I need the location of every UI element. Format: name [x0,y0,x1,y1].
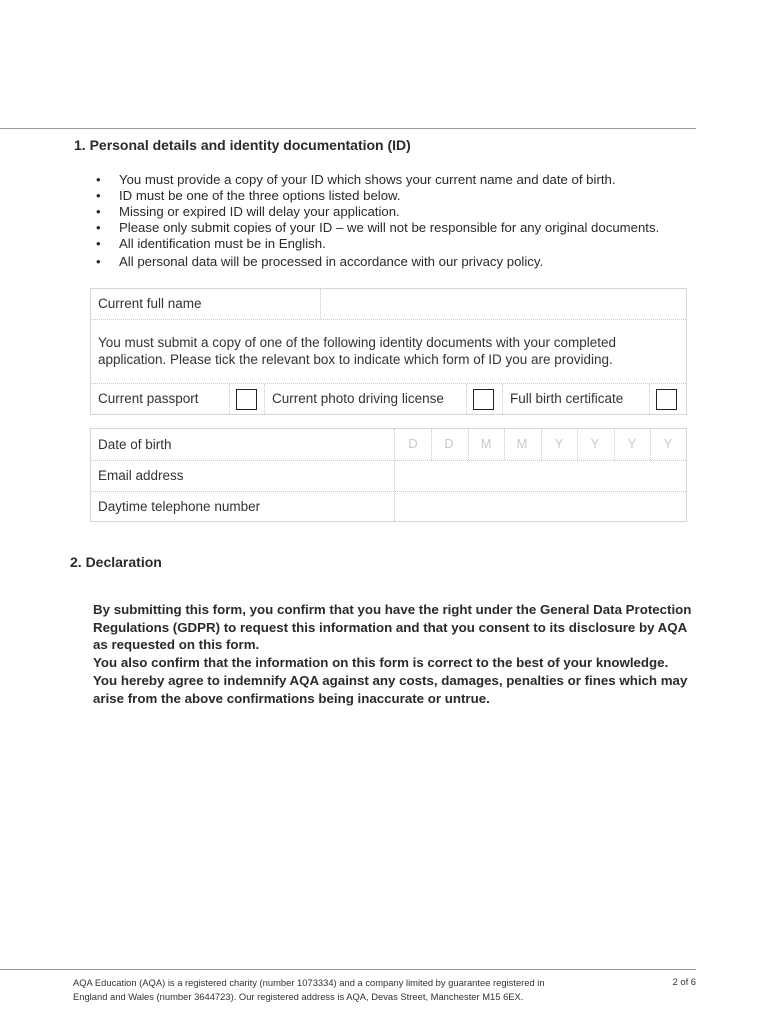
requirements-list [96,172,659,270]
section-1-title: 1. Personal details and identity documentation (ID) [74,137,411,153]
dob-year-digit: Y [554,436,564,451]
list-item: • All identification must be in English. [96,236,659,252]
phone-field[interactable] [395,491,686,522]
declaration-paragraph: By submitting this form, you confirm that you have the right under the General Data Protection Regulations (GDPR) to request this information and that you consent to its disclosure by AQA as requested on this form. [93,602,692,653]
driving-license-option-label: Current photo driving license [272,391,444,406]
cell-divider [502,384,503,414]
cell-divider [649,384,650,414]
dob-field[interactable] [395,429,686,460]
dob-label: Date of birth [98,437,172,452]
email-field[interactable] [395,460,686,491]
dob-year-digit: Y [663,436,673,451]
id-documents-table [90,288,687,415]
dob-year-digit: Y [590,436,600,451]
footer-divider [0,969,696,970]
list-item: • ID must be one of the three options listed below. [96,188,659,204]
row-divider [91,319,686,320]
section-2-title: 2. Declaration [70,554,162,570]
phone-label: Daytime telephone number [98,499,261,514]
digit-divider [577,429,578,460]
dob-day-digit: D [444,436,454,451]
list-item: • You must provide a copy of your ID which shows your current name and date of birth. [96,172,659,188]
full-name-label: Current full name [98,296,202,311]
id-instruction-text: You must submit a copy of one of the following identity documents with your completed application. Please tick the relevant box to indicate which form of ID you are providing. [98,335,617,367]
dob-month-digit: M [516,436,528,451]
dob-year-digit: Y [627,436,637,451]
birth-certificate-checkbox[interactable] [656,389,677,410]
digit-divider [431,429,432,460]
digit-divider [468,429,469,460]
passport-option-label: Current passport [98,391,199,406]
page-number: 2 of 6 [672,976,696,987]
email-label: Email address [98,468,184,483]
top-divider [0,128,696,129]
contact-details-table [90,428,687,522]
dob-day-digit: D [408,436,418,451]
digit-divider [504,429,505,460]
footer-line: AQA Education (AQA) is a registered charity (number 1073334) and a company limited by guarantee registered in [73,977,545,988]
driving-license-checkbox[interactable] [473,389,494,410]
digit-divider [541,429,542,460]
footer-legal-text [73,976,593,1004]
cell-divider [264,384,265,414]
full-name-field[interactable] [321,289,686,319]
passport-checkbox[interactable] [236,389,257,410]
digit-divider [614,429,615,460]
cell-divider [229,384,230,414]
footer-line: England and Wales (number 3644723). Our registered address is AQA, Devas Street, Manchester M15 6EX. [73,991,524,1002]
list-item: • All personal data will be processed in accordance with our privacy policy. [96,254,659,270]
declaration-paragraph: You also confirm that the information on this form is correct to the best of your knowledge. You hereby agree to indemnify AQA against any costs, damages, penalties or fines which may arise from the above confirmations being inaccurate or untrue. [93,655,688,706]
list-item: • Missing or expired ID will delay your application. [96,204,659,220]
declaration-text [93,601,693,707]
dob-month-digit: M [480,436,492,451]
digit-divider [650,429,651,460]
birth-certificate-option-label: Full birth certificate [510,391,624,406]
cell-divider [466,384,467,414]
list-item: • Please only submit copies of your ID – we will not be responsible for any original documents. [96,220,659,236]
